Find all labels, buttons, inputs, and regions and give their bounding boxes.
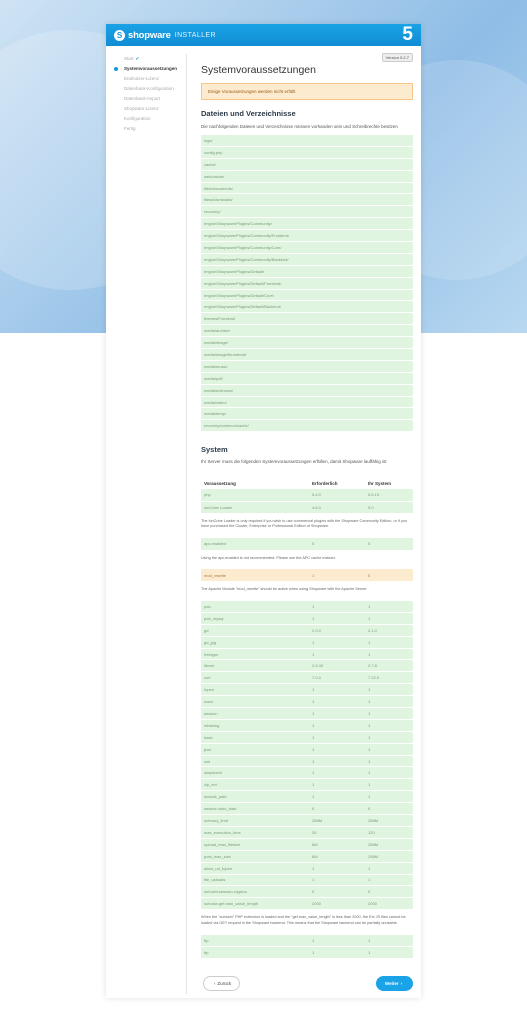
table-row [201,791,413,803]
table-row [201,538,413,550]
path-row: engine/Shopware/Plugins/Default/Backend/ [201,301,413,313]
main-content [201,64,413,967]
required-value: 1 [309,569,365,581]
sidebar-item-systemvoraussetzungen[interactable] [106,64,186,74]
actual-value: 1 [365,648,413,660]
requirements-group [201,489,413,513]
next-button[interactable] [376,976,413,991]
path-row: config.php [201,147,413,159]
requirement-name: max_execution_time [201,826,309,838]
required-value: 7.0.0 [309,672,365,684]
table-row [201,838,413,850]
required-value: 1 [309,731,365,743]
requirement-name: libxml [201,660,309,672]
required-value: 6M [309,838,365,850]
required-value: 1 [309,935,365,947]
sidebar-item-datenbank-konfiguration[interactable] [106,84,186,94]
actual-value: 5.0 [365,501,413,513]
table-row [201,898,413,910]
required-value: 1 [309,874,365,886]
requirement-note: The Apache Module "mod_rewrite" should be active when using Shopware with the Apache Server. [201,586,368,591]
actual-value: 0 [365,886,413,898]
installer-window [106,24,421,998]
requirement-name: json [201,743,309,755]
table-row [201,489,413,501]
actual-value: 1 [365,684,413,696]
actual-value: 1 [365,601,413,613]
path-row: files/downloads/ [201,194,413,206]
requirement-note: The ionCube Loader is only required if you wish to use commercial plugins with the Shopware Community Edition, or if you have purchased the Cluster, Enterprise or Professional Edition of Shopware. [201,518,407,529]
table-row [201,935,413,947]
back-button-label: Zurück [217,981,232,986]
path-row: media/archive/ [201,325,413,337]
chevron-right-icon: › [400,981,403,986]
table-row [201,755,413,767]
table-row [201,886,413,898]
table-row [201,862,413,874]
page-title: Systemvoraussetzungen [201,64,316,76]
warning-alert: Einige Voraussetzungen werden nicht erfüllt [201,83,413,100]
path-row: engine/Shopware/Plugins/Community/Frontend/ [201,230,413,242]
path-row: engine/Shopware/Plugins/Community/Backend/ [201,254,413,266]
table-row [201,672,413,684]
sidebar-item-konfiguration[interactable] [106,114,186,124]
required-value: 256M [309,815,365,827]
table-row [201,803,413,815]
sidebar-item-label: Datenbank-Konfiguration [124,86,174,91]
sidebar-item-label: Fertig [124,126,136,131]
actual-value: 1 [365,935,413,947]
requirement-name: suhosin.session.cryptua [201,886,309,898]
sidebar-divider [186,54,187,994]
sidebar-item-endnutzer-lizenz[interactable] [106,74,186,84]
table-row [201,947,413,959]
shopware-5-logo: 5 [402,24,413,45]
actual-value: 1 [365,779,413,791]
sidebar-item-datenbank-import[interactable] [106,94,186,104]
required-value: 5.4.0 [309,489,365,501]
actual-value: 0 [365,803,413,815]
table-row [201,874,413,886]
system-intro: Ihr Server muss die folgenden Systemvoraussetzungen erfüllen, damit Shopware lauffähig ist [201,459,387,465]
path-row: web/cache/ [201,171,413,183]
table-row [201,767,413,779]
table-row [201,850,413,862]
required-value: 30 [309,826,365,838]
actual-value: 2.1.0 [365,624,413,636]
actual-value: 7.22.0 [365,672,413,684]
table-row [201,731,413,743]
table-row [201,648,413,660]
path-row: media/video/ [201,397,413,409]
requirement-note: When the "suhosin" PHP extension is loaded and the "get.max_value_length" is less than 2000, the Ext JS files cannot be loaded via GET request in the Shopware backend. This means that the Shopware backend can be partially unusable. [201,915,406,925]
path-row: media/unknown/ [201,385,413,397]
path-row: media/image/ [201,337,413,349]
requirements-group [201,538,413,550]
group-spacer [201,959,413,967]
steps-sidebar [106,54,186,134]
requirement-name: fopen [201,684,309,696]
actual-value: 256M [365,815,413,827]
requirement-name: upload_max_filesize [201,838,309,850]
actual-value: 0 [365,569,413,581]
required-value: 4.6.0 [309,501,365,513]
actual-value: 1 [365,862,413,874]
requirements-group [201,935,413,959]
sidebar-item-label: Endnutzer-Lizenz [124,76,160,81]
table-row [201,815,413,827]
actual-value: 5.6.19 [365,489,413,501]
requirement-name: ftp [201,947,309,959]
path-row: engine/Shopware/Plugins/Community/ [201,218,413,230]
column-header: Ihr System [368,480,392,486]
actual-value: 1 [365,755,413,767]
path-row: engine/Shopware/Plugins/Community/Core/ [201,242,413,254]
path-row: engine/Shopware/Plugins/Default/Frontend/ [201,278,413,290]
requirement-name: suhosin.get.max_value_length [201,898,309,910]
version-badge: Version 5.2.7 [382,53,413,62]
required-value: 1 [309,779,365,791]
required-value: 1 [309,648,365,660]
requirement-name: gd_jpg [201,636,309,648]
path-row: files/documents/ [201,183,413,195]
actual-value: 2000 [365,898,413,910]
required-value: 0 [309,538,365,550]
actual-value: 1 [365,636,413,648]
required-value: 1 [309,696,365,708]
actual-value: 2.7.8 [365,660,413,672]
requirement-name: iconv [201,696,309,708]
requirement-name: session [201,708,309,720]
required-value: 1 [309,684,365,696]
required-value: 2000 [309,898,365,910]
actual-value: 1 [365,612,413,624]
requirement-name: mod_rewrite [201,569,309,581]
system-heading: System [201,445,228,455]
requirement-name: zip_ext [201,779,309,791]
actual-value: 1 [365,708,413,720]
actual-value: 1 [365,719,413,731]
required-value: 1 [309,767,365,779]
actual-value: 1 [365,767,413,779]
requirement-name: ionCube Loader [201,501,309,513]
sidebar-item-label: Konfiguration [124,116,151,121]
requirement-name: session.auto_start [201,803,309,815]
path-row: recovery/ [201,206,413,218]
path-row: media/image/thumbnail/ [201,349,413,361]
required-value: 0 [309,803,365,815]
requirement-name: gd [201,624,309,636]
required-value: 0 [309,886,365,898]
files-intro: Die nachfolgenden Dateien und Verzeichnisse müssen vorhanden sein und Schreibrechte besitzen [201,124,398,129]
required-value: 1 [309,636,365,648]
header-bar [106,24,421,46]
table-row [201,684,413,696]
requirement-name: ftp [201,935,309,947]
table-row [201,601,413,613]
requirement-name: xml [201,755,309,767]
requirement-name: freetype [201,648,309,660]
requirements-group [201,601,413,911]
requirement-name: mbstring [201,719,309,731]
path-row: media/music/ [201,361,413,373]
table-row [201,660,413,672]
requirement-name: simplexml [201,767,309,779]
path-row: media/pdf/ [201,373,413,385]
table-header-row [201,477,413,489]
system-table [201,477,413,967]
installer-label: INSTALLER [174,31,216,39]
path-row: recovery/common/cache/ [201,420,413,432]
path-row: themes/Frontend/ [201,313,413,325]
next-button-label: Weiter [384,981,399,986]
shopware-logo-icon: S [114,30,125,41]
actual-value: 1 [365,874,413,886]
actual-value: 256M [365,838,413,850]
brand-name: shopware [128,29,171,41]
actual-value: 256M [365,850,413,862]
requirement-name: curl [201,672,309,684]
actual-value: 1 [365,791,413,803]
sidebar-item-label: Shopware-Lizenz [124,106,159,111]
sidebar-item-label: Datenbank-Import [124,96,161,101]
required-value: 1 [309,791,365,803]
table-row [201,624,413,636]
sidebar-item-start[interactable] [106,54,186,64]
required-value: 2.0.0 [309,624,365,636]
requirement-name: file_uploads [201,874,309,886]
requirement-name: allow_url_fopen [201,862,309,874]
required-value: 1 [309,719,365,731]
required-value: 1 [309,743,365,755]
requirement-name: apc.enabled [201,538,309,550]
requirement-note: Using the apc.enabled is not recommended. Please use the APC cache instead. [201,555,336,560]
required-value: 1 [309,708,365,720]
requirement-name: post_max_size [201,850,309,862]
actual-value: 1 [365,947,413,959]
path-row: cache/ [201,159,413,171]
path-row: media/temp/ [201,408,413,420]
table-row [201,743,413,755]
requirement-name: pdo [201,601,309,613]
table-row [201,696,413,708]
path-list [201,135,413,432]
sidebar-item-label: Start [124,56,134,61]
requirement-name: hash [201,731,309,743]
table-row [201,779,413,791]
sidebar-item-label: Systemvoraussetzungen [124,66,178,71]
required-value: 1 [309,947,365,959]
actual-value: 0 [365,538,413,550]
requirement-name: php [201,489,309,501]
path-row: engine/Shopware/Plugins/Default/Core/ [201,290,413,302]
table-row [201,636,413,648]
table-row [201,501,413,513]
requirements-group [201,569,413,581]
chevron-left-icon: ‹ [213,981,216,986]
required-value: 1 [309,612,365,624]
actual-value: 1 [365,731,413,743]
column-header: Voraussetzung [204,480,236,486]
requirement-name: memory_limit [201,815,309,827]
table-row [201,569,413,581]
required-value: 2.6.30 [309,660,365,672]
requirement-name: pdo_mysql [201,612,309,624]
system-table-header [201,477,413,489]
check-icon: ✔ [135,56,140,61]
actual-value: 1 [365,743,413,755]
required-value: 6M [309,850,365,862]
required-value: 1 [309,601,365,613]
path-row: engine/Shopware/Plugins/Default/ [201,266,413,278]
sidebar-item-fertig[interactable] [106,124,186,134]
back-button[interactable] [203,976,240,991]
table-row [201,719,413,731]
sidebar-item-shopware-lizenz[interactable] [106,104,186,114]
required-value: 1 [309,862,365,874]
files-heading: Dateien und Verzeichnisse [201,109,296,118]
table-row [201,708,413,720]
table-row [201,826,413,838]
actual-value: 120 [365,826,413,838]
required-value: 1 [309,755,365,767]
table-row [201,612,413,624]
actual-value: 1 [365,696,413,708]
column-header: Erforderlich [312,480,338,486]
requirement-name: include_path [201,791,309,803]
path-row: logs/ [201,135,413,147]
